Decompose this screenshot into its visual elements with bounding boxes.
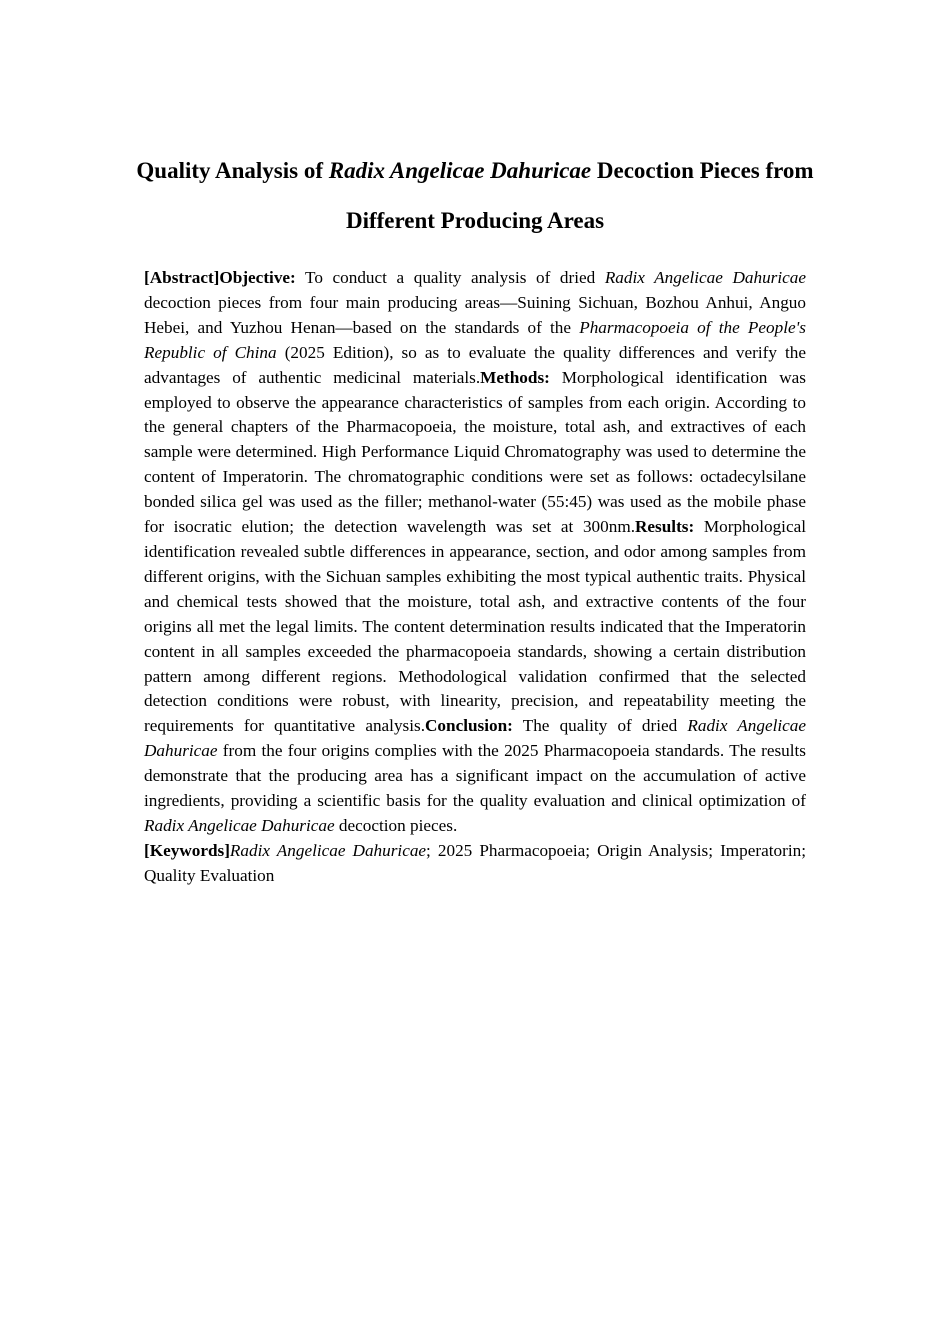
results-text: Morphological identification revealed subtle differences in appearance, section, and odor among samples from different origins, with the Sichuan samples exhibiting the most typical authentic traits. Physical and chemical tests showed that the moisture, total ash, and extractive contents of the four origins all met the legal limits. The content determination results indicated that the Imperatorin content in all samples exceeded the pharmacopoeia standards, showing a certain distribution pattern among different regions. Methodological validation confirmed that the selected detection conditions were robust, with linearity, precision, and repeatability meeting the requirements for quantitative analysis. bbox=[144, 517, 806, 736]
title-part-1: Quality Analysis of bbox=[136, 158, 329, 183]
keywords-paragraph bbox=[144, 839, 806, 889]
conclusion-text-3: decoction pieces. bbox=[334, 815, 458, 835]
methods-label: Methods: bbox=[480, 367, 550, 387]
keywords-text: ; 2025 Pharmacopoeia; Origin Analysis; Imperatorin; Quality Evaluation bbox=[144, 840, 806, 885]
keywords-italic: Radix Angelicae Dahuricae bbox=[229, 840, 427, 860]
objective-text-3: (2025 Edition), so as to evaluate the quality differences and verify the advantages of authentic medicinal materials. bbox=[144, 342, 806, 387]
paper-title bbox=[130, 146, 820, 246]
conclusion-text-1: The quality of dried bbox=[512, 716, 688, 736]
title-italic-species: Radix Angelicae Dahuricae bbox=[328, 158, 592, 183]
conclusion-italic-2: Radix Angelicae Dahuricae bbox=[144, 815, 335, 835]
abstract-label: [Abstract] bbox=[144, 268, 220, 287]
objective-label: Objective: bbox=[219, 268, 296, 287]
results-label: Results: bbox=[635, 517, 695, 537]
methods-text: Morphological identification was employed to observe the appearance characteristics of samples from each origin. According to the general chapters of the Pharmacopoeia, the moisture, total ash, and extractives of each sample were determined. High Performance Liquid Chromatography was used to determine the content of Imperatorin. The chromatographic conditions were set as follows: octadecylsilane bonded silica gel was used as the filler; methanol-water (55:45) was used as the mobile phase for isocratic elution; the detection wavelength was set at 300nm. bbox=[144, 367, 806, 537]
conclusion-label: Conclusion: bbox=[425, 716, 513, 736]
objective-text-1: To conduct a quality analysis of dried bbox=[295, 268, 605, 287]
objective-italic-1: Radix Angelicae Dahuricae bbox=[604, 268, 806, 287]
abstract-section bbox=[144, 266, 806, 889]
abstract-paragraph bbox=[144, 266, 806, 839]
conclusion-italic-1: Radix Angelicae Dahuricae bbox=[144, 716, 806, 761]
objective-text-2: decoction pieces from four main producing areas—Suining Sichuan, Bozhou Anhui, Anguo Hebei, and Yuzhou Henan—based on the standards of the bbox=[144, 292, 806, 337]
keywords-label: [Keywords] bbox=[144, 840, 230, 860]
objective-italic-2: Pharmacopoeia of the People's Republic of China bbox=[144, 317, 806, 362]
title-part-2: Decoction Pieces from Different Producing Areas bbox=[345, 158, 814, 233]
conclusion-text-2: from the four origins complies with the 2025 Pharmacopoeia standards. The results demonstrate that the producing area has a significant impact on the accumulation of active ingredients, providing a scientific basis for the quality evaluation and clinical optimization of bbox=[144, 741, 806, 811]
